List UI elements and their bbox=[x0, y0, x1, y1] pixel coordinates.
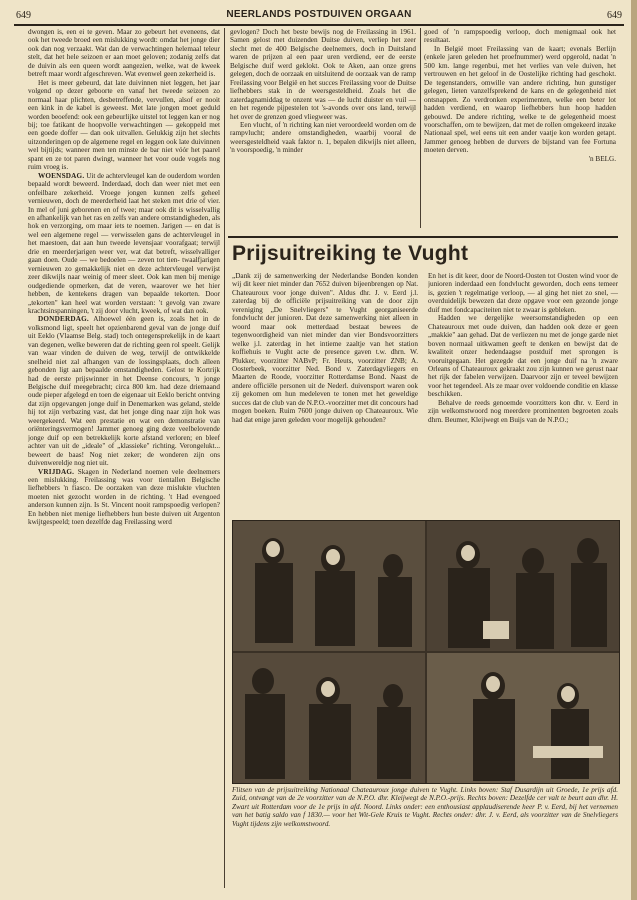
paragraph-woensdag bbox=[28, 172, 220, 316]
photo-collage-image bbox=[233, 521, 619, 783]
page-edge bbox=[631, 0, 637, 900]
page-number-right: 649 bbox=[607, 10, 622, 21]
photo-collage bbox=[232, 520, 620, 784]
paragraph: Het is meer gebeurd, dat late duivinnen niet leggen, het jaar volgend op dezer geboorte en vanaf het tweede seizoen zo normaal haar plichten, desbetreffende, vervullen, alsof er nooit een kink in de kabel is geweest. Met late jongen moet geduld worden beoefend: ook een gebeurlijke uitstel tot leggen kan er nog bij; toe fatikant de hoopvolle verwachtingen — gekoppeld met een goede doffer — dan ook uitvallen. Gelukkig zijn het slechts uitzonderingen op de algemene regel en leggen ook late duivinnen wel bijtijds; wanneer men ten minste de bar niet vóór het paarel spant en ze tot paren dwingt, wanneer het voor oude vogels nog ruim vroeg is. bbox=[28, 78, 220, 172]
page-header bbox=[14, 8, 624, 26]
publication-title: NEERLANDS POSTDUIVEN ORGAAN bbox=[226, 9, 412, 20]
day-heading: VRIJDAG. bbox=[38, 467, 75, 476]
column-right-top bbox=[424, 28, 616, 238]
paragraph-text: Uit de achtervleugel kan de ouderdom worden bepaald wordt beweerd. Inderdaad, doch dan weer niet met een onfeilbare zekerheid. Vroege jongen kunnen zelfs geheel vernieuwen, doch de meerderheid laat het steken met drie of vier. In mel of juni geborenen en of twee; maar ook dit is wisselvallig en afhankelijk van het ras en zelfs van andere omstandigheden, als hok en verzorging, om maar iets te noemen. Jarigen — en dat is wel een algemene regel — verwisselen gans de achtervleugel in het maestoen, dat aan hun tweede levensjaar voorafgaat; terwijl drie en meerderjarigen weer ver, wat dat betreft, wisselvalliger gaan doen. Oude — we bedoelen — zeven tot tien- twaalfjarigen vernieuwen zo gemakkelijk niet en deze achtervleugel verwijst zeer dikwijls naar weinig of meer sleet. Ook kan men bij menige oudgediende opmerken, dat de veren, waarover we het hier hebben, de kentekens dragen van bepaalde tekorten. Door „tekorten" kan heel wat worden verstaan: 't gevolg van zware krachtsinspanningen, 't zij door vlucht, kweek, of wat dan ook. bbox=[28, 171, 220, 315]
paragraph-vrijdag bbox=[28, 468, 220, 527]
photo-caption: Flitsen van de prijsuitreiking Nationaal Chateauroux jonge duiven te Vught. Links boven: Staf Dusardijn uit Groede, 1e prijs afd. Zuid, ontvangt van de 2e voorzitter van de N.P.O. dhr. Kleijwegt de N.P.O.-prijs. Rechts boven: Dezelfde cer valt te beurt aan dhr. H. Zwart uit Rotterdam voor de 1e prijs in afd. Noord. Links onder: een enthousiast applaudiserende heer P. v. Eerd, bij het vernemen van het batig saldo van f 1830.— voor het Wit-Gele Kruis te Vught. Rechts onder: dhr. J. v. Eerd, als voorzitter van de Snelvliegers Vught tijdens zijn welkomstwoord. bbox=[232, 786, 618, 828]
column-middle-top bbox=[230, 28, 416, 224]
photo-bottom-right bbox=[427, 653, 619, 783]
article-column-right bbox=[428, 272, 618, 522]
article-column-left bbox=[232, 272, 418, 522]
paragraph: dwongen is, een ei te geven. Maar zo gebeurt het eveneens, dat ook het tweede broed een mislukking wordt: omdat het jonge dier ook dan nog verzaakt. Wat dan de verwachtingen helemaal teleur stelt, dat het hele seizoen er aan moet geloven; zodanig zelfs dat de duivin als een queen wordt aangezien, welke, wat de kweek betreft maar wordt afgeschreven. Wat evenwel geen zekerheid is. bbox=[28, 28, 220, 79]
column-divider bbox=[420, 28, 421, 228]
paragraph: Een vlucht, of 'n richting kan niet veroordeeld worden om de rampvlucht; andere omstandigheden, waarbij vooral de weersgesteldheid vaak faktor n. 1, bepalen dikwijls niet alleen, 'n voorspoedig, 'n minder bbox=[230, 120, 416, 155]
page-number-left: 649 bbox=[16, 10, 31, 21]
author-signature: 'n BELG. bbox=[588, 154, 616, 163]
article-separator bbox=[228, 236, 618, 238]
column-divider bbox=[224, 28, 225, 888]
paragraph: In België moet Freilassing van de kaart; evenals Berlijn (enkele jaren geleden het proefnummer) werd opgerold, nadat 'n 500 km. lange regenbui, met het verlies van vele duiven, het vertrouwen en het geloof in de Oostelijke richting had geschokt. De tegenstanders, omwille van andere richting, hun gunstiger gelegen, lieten vanzelfsprekend de kans en de gelegenheid niet ontsnappen. Zo verdronken experimenten, welke een beter lot hadden verdiend, en waarop liefhebbers hun hoop hadden gebouwd. De andere richting, welke te de gelegenheid moest voorschaffen, om te bewijzen, dat met de rollen omgekeerd inzake Nationaal spel, wel eens uit een ander vaatje kon worden getapt. Jammer genoeg hebben de durvers de bijstand van fee Fortuna moeten derven. bbox=[424, 44, 616, 155]
paragraph: goed of 'n rampspoedig verloop, doch menigmaal ook het resultaat. bbox=[424, 28, 616, 45]
paragraph-text: Alhoewel één geen is, zoals het in de volksmond ligt, speelt het opzienbarend geval van de jonge duif uit Eeklo (Vlaamse Belg. stad) toch ontegensprekelijk in de kaart van degenen, welke beweren dat de richting geen rol speelt. Gelijk van waar vinden de duiven de weg, terwijl de ontwikkelde snelheid niet zal afhangen van de lossingsplaats, doch alleen gebonden ligt aan bepaalde omstandigheden. Gelost te Kortrijk had de eerste prijswinner in het Deense concours, 'n jonge Belgische duif meegebracht; circa 800 km. had deze driemaand oude pieper afgelegd en toen de eigenaar uit Eeklo bericht ontving dat zijn opgevangen jonge duif in Denemarken was geland, stelde hij tot zijn verbazing vast, dat het jonge ding naar zijn hok was weergekeerd. Wat een prestatie en wat een demonstratie van oriënteringsvermogen! Jammer genoeg ging deze veelbelovende jonge duif op een betrekkelijk korte afstand verloren; en bleef achter van uit de „ideale" of „klassieke" richting. Verongelukt... beweert de baas! Nog niet zeker; de wonderen zijn ons duivenwereldje nog niet uit. bbox=[28, 315, 220, 468]
paragraph: Hadden we dergelijke weersomstandigheden op een Chateauroux met oude duiven, dan hadden ook deze er geen „makkie" aan gehad. Dat de verliezen nu met de jonge garde niet boven normaal uitkwamen geeft te denken en bewijst dat de kwaliteit onzer hedendaagse postduif met sprongen is vooruitgegaan. Het gezegde dat een jonge duif na 'n zware Orleans of Chateauroux gekraakt zou zijn kunnen we gerust naar het rijk der fabelen verwijzen. Daarvoor zijn er teveel bewijzen voor het tegendeel. Als ze maar over voldoende conditie en klasse beschikken. bbox=[428, 314, 618, 399]
paragraph: gevlogen? Doch het beste bewijs nog de Freilassing in 1961. Samen gelost met duizenden Duitse duiven, verliep het zeer slecht met de 400 Belgische deelnemers, doch in Duitsland waren de prijzen al een paar uren verdiend, eer de eerste Belgische duif werd geklokt. Ook te Aken, aan onze grens gelegen, doch de oorzaak en uitsluitend de oorzaak van de ramp Freilassing voor België en het succes Freilassing voor de Duitse liefhebbers stak in de weersgesteldheid. Zoals het die zaterdagnamiddag te onzent was — de lucht duister en vuil — en het regende pijpestelen tot 's-avonds over ons land, terwijl het over de grenzen goed vliegweer was. bbox=[230, 28, 416, 121]
day-heading: WOENSDAG. bbox=[38, 171, 85, 180]
paragraph: „Dank zij de samenwerking der Nederlandse Bonden konden wij dit keer niet minder dan 7652 duiven bijeenbrengen op Nat. Chateauroux voor jonge duiven". Aldus dhr. J. v. Eerd j.l. zaterdag bij de officiële prijsuitreiking van de door zijn vereniging „De Snelvliegers" te Vught georganiseerde fondvlucht der junioren. Dat deze samenwerking niet alleen in woord maar ook metterdaad bestaat bewees de tegenwoordigheid van niet minder dan vier Bondsvoorzitters welke j.l. zaterdag in het intieme zaaltje van het station koffiehuis te Vught acte de presence gaven t.w. dhrn. W. Plukker, voorzitter NABvP; Fr. Heuts, voorzitter ZNB; A. Oosterbeek, voorzitter Ned. Bond v. Zaterdagvliegers en Maarten de Roode, voorzitter Rotterdamse Bond. Naast de andere officiële personen uit de Nederl. duivensport waren ook zij gekomen om hun medeleven te tonen met het geweldige succes dat de club van de N.P.O.-voorzitter met dit concours had mogen boeken. Ruim 7600 jonge duiven op Chateauroux. Wie had dat enige jaren geleden voor mogelijk gehouden? bbox=[232, 272, 418, 424]
paragraph-donderdag bbox=[28, 315, 220, 467]
article-headline: Prijsuitreiking te Vught bbox=[232, 242, 469, 265]
paragraph-text: Skagen in Nederland noemen vele deelnemers een mislukking. Freilassing was voor tientallen Belgische liefhebbers 'n fiasco. De oorzaken van deze mislukte vluchten moeten niet gezocht worden in de richting. 't Had evengoed anderson kunnen zijn. Is St. Vincent nooit rampspoedig verlopen? En hebben niet menige liefhebbers hun beste duiven uit Argenton kwijtgespeeld; toen dezelfde dag Freilassing werd bbox=[28, 467, 220, 527]
column-weekdays bbox=[28, 28, 220, 884]
paragraph: Behalve de reeds genoemde voorzitters kon dhr. v. Eerd in zijn welkomstwoord nog meerdere prominenten begroeten zoals dhrn. Beumer, Kleijwegt en Buijs van de N.P.O.; bbox=[428, 398, 618, 424]
paragraph: En het is dit keer, door de Noord-Oosten tot Oosten wind voor de junioren inderdaad een fondvlucht geworden, doch eens temeer is, gezien 't regelmatige verloop, — al ging het niet zo snel, — overduidelijk bewezen dat deze opgave voor een gezonde jonge duif met fondcapaciteiten niet te zwaar is gebleken. bbox=[428, 272, 618, 314]
day-heading: DONDERDAG. bbox=[38, 315, 89, 324]
